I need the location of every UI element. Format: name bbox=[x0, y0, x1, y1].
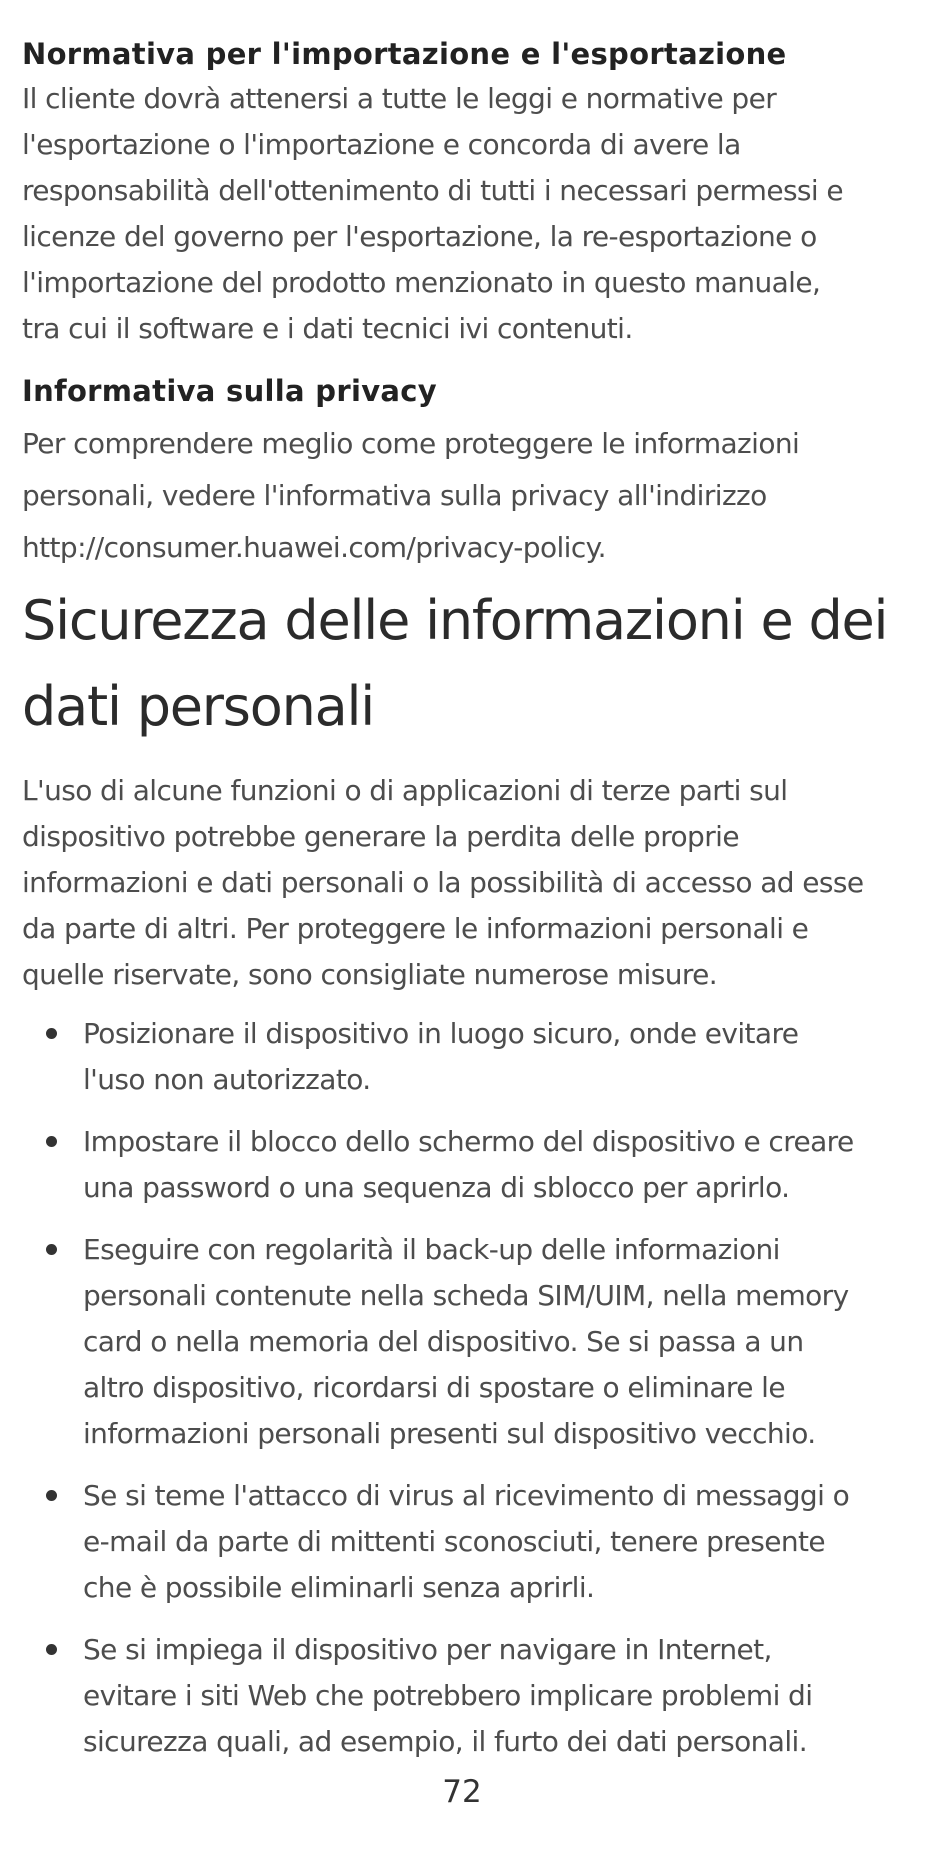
privacy-heading: Informativa sulla privacy bbox=[22, 374, 437, 408]
import-export-paragraph: Il cliente dovrà attenersi a tutte le leggi e normative per l'esportazione o l'importazione e concorda di avere la responsabilità dell'ottenimento di tutti i necessari permessi e licenze del governo per l'esportazione, la re-esportazione o l'importazione del prodotto menzionato in questo manuale, tra cui il software e i dati tecnici ivi contenuti. bbox=[22, 82, 844, 345]
list-item bbox=[22, 1119, 902, 1211]
list-item bbox=[22, 1011, 902, 1103]
list-item bbox=[22, 1627, 902, 1765]
list-item-text: Impostare il blocco dello schermo del dispositivo e creare una password o una sequenza di sblocco per aprirlo. bbox=[83, 1125, 854, 1204]
list-item-text: Posizionare il dispositivo in luogo sicuro, onde evitare l'uso non autorizzato. bbox=[83, 1017, 799, 1096]
list-item bbox=[22, 1227, 902, 1457]
security-intro-paragraph: L'uso di alcune funzioni o di applicazioni di terze parti sul dispositivo potrebbe generare la perdita delle proprie informazioni e dati personali o la possibilità di accesso ad esse da parte di altri. Per proteggere le informazioni personali e quelle riservate, sono consigliate numerose misure. bbox=[22, 774, 864, 991]
page-number: 72 bbox=[442, 1774, 482, 1810]
list-item-text: Se si teme l'attacco di virus al ricevimento di messaggi o e-mail da parte di mittenti sconosciuti, tenere presente che è possibile eliminarli senza aprirli. bbox=[83, 1479, 850, 1604]
security-title: Sicurezza delle informazioni e dei dati personali bbox=[22, 589, 888, 738]
bullet-icon bbox=[46, 1490, 57, 1501]
bullet-icon bbox=[46, 1644, 57, 1655]
bullet-icon bbox=[46, 1136, 57, 1147]
security-bullet-list bbox=[22, 1011, 902, 1781]
privacy-paragraph: Per comprendere meglio come proteggere le informazioni personali, vedere l'informativa sulla privacy all'indirizzo http://consumer.huawei.com/privacy-policy. bbox=[22, 427, 800, 564]
import-export-heading: Normativa per l'importazione e l'esportazione bbox=[22, 37, 787, 71]
list-item-text: Eseguire con regolarità il back-up delle informazioni personali contenute nella scheda SIM/UIM, nella memory card o nella memoria del dispositivo. Se si passa a un altro dispositivo, ricordarsi di spostare o eliminare le informazioni personali presenti sul dispositivo vecchio. bbox=[83, 1233, 849, 1450]
bullet-icon bbox=[46, 1244, 57, 1255]
list-item bbox=[22, 1473, 902, 1611]
bullet-icon bbox=[46, 1028, 57, 1039]
list-item-text: Se si impiega il dispositivo per navigare in Internet, evitare i siti Web che potrebbero implicare problemi di sicurezza quali, ad esempio, il furto dei dati personali. bbox=[83, 1633, 813, 1758]
